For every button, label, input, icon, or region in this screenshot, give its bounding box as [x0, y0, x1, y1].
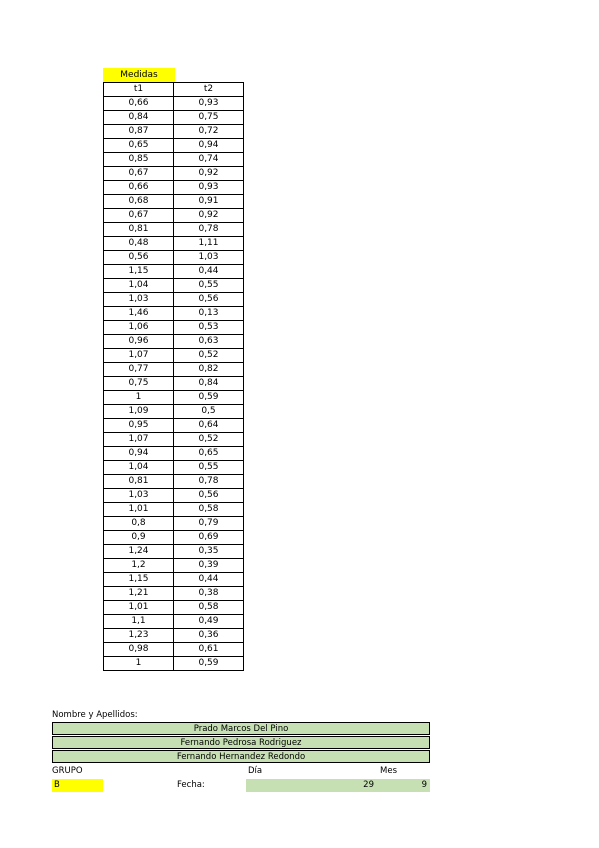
cell-t2: 0,78 — [174, 475, 244, 489]
cell-t1: 1,21 — [104, 587, 174, 601]
table-header-row — [104, 83, 244, 97]
cell-t2: 0,52 — [174, 433, 244, 447]
name-row: Prado Marcos Del Pino — [52, 722, 430, 735]
table-body — [104, 97, 244, 671]
cell-t2: 0,84 — [174, 377, 244, 391]
cell-t1: 0,67 — [104, 167, 174, 181]
column-header-t1: t1 — [104, 83, 174, 97]
table-row — [104, 251, 244, 265]
table-row — [104, 195, 244, 209]
cell-t2: 0,44 — [174, 573, 244, 587]
cell-t2: 1,11 — [174, 237, 244, 251]
cell-t1: 0,85 — [104, 153, 174, 167]
cell-t2: 0,49 — [174, 615, 244, 629]
cell-t2: 0,69 — [174, 531, 244, 545]
table-row — [104, 517, 244, 531]
grupo-value: B — [52, 779, 103, 792]
table-row — [104, 181, 244, 195]
cell-t2: 0,72 — [174, 125, 244, 139]
cell-t1: 0,56 — [104, 251, 174, 265]
cell-t1: 0,75 — [104, 377, 174, 391]
cell-t1: 1,1 — [104, 615, 174, 629]
cell-t1: 1,15 — [104, 265, 174, 279]
cell-t2: 0,92 — [174, 209, 244, 223]
cell-t1: 1,06 — [104, 321, 174, 335]
cell-t2: 0,44 — [174, 265, 244, 279]
cell-t2: 0,52 — [174, 349, 244, 363]
cell-t2: 0,59 — [174, 391, 244, 405]
table-row — [104, 461, 244, 475]
cell-t2: 1,03 — [174, 251, 244, 265]
cell-t2: 0,93 — [174, 181, 244, 195]
names-heading: Nombre y Apellidos: — [52, 710, 138, 720]
cell-t2: 0,38 — [174, 587, 244, 601]
cell-t1: 0,9 — [104, 531, 174, 545]
cell-t2: 0,5 — [174, 405, 244, 419]
table-row — [104, 559, 244, 573]
cell-t1: 1,07 — [104, 433, 174, 447]
table-row — [104, 139, 244, 153]
cell-t2: 0,56 — [174, 293, 244, 307]
table-row — [104, 293, 244, 307]
cell-t1: 0,98 — [104, 643, 174, 657]
cell-t2: 0,92 — [174, 167, 244, 181]
cell-t2: 0,64 — [174, 419, 244, 433]
cell-t2: 0,91 — [174, 195, 244, 209]
table-row — [104, 223, 244, 237]
mes-value: 9 — [421, 780, 427, 790]
table-row — [104, 405, 244, 419]
table-row — [104, 643, 244, 657]
table-row — [104, 573, 244, 587]
cell-t1: 0,66 — [104, 97, 174, 111]
table-row — [104, 265, 244, 279]
table-row — [104, 657, 244, 671]
table-row — [104, 97, 244, 111]
cell-t1: 0,8 — [104, 517, 174, 531]
medidas-label: Medidas — [103, 68, 175, 82]
cell-t1: 0,95 — [104, 419, 174, 433]
cell-t1: 1,46 — [104, 307, 174, 321]
cell-t2: 0,59 — [174, 657, 244, 671]
cell-t1: 0,68 — [104, 195, 174, 209]
fecha-label: Fecha: — [177, 780, 205, 790]
cell-t2: 0,58 — [174, 601, 244, 615]
name-row: Fernando Pedrosa Rodriguez — [52, 736, 430, 749]
table-row — [104, 167, 244, 181]
cell-t2: 0,74 — [174, 153, 244, 167]
cell-t2: 0,13 — [174, 307, 244, 321]
cell-t1: 1,07 — [104, 349, 174, 363]
cell-t1: 0,84 — [104, 111, 174, 125]
cell-t2: 0,93 — [174, 97, 244, 111]
cell-t2: 0,58 — [174, 503, 244, 517]
cell-t2: 0,56 — [174, 489, 244, 503]
cell-t1: 0,94 — [104, 447, 174, 461]
cell-t2: 0,39 — [174, 559, 244, 573]
cell-t2: 0,55 — [174, 279, 244, 293]
name-row: Fernando Hernandez Redondo — [52, 750, 430, 763]
cell-t2: 0,82 — [174, 363, 244, 377]
cell-t2: 0,61 — [174, 643, 244, 657]
table-row — [104, 629, 244, 643]
table-row — [104, 447, 244, 461]
cell-t2: 0,53 — [174, 321, 244, 335]
cell-t2: 0,55 — [174, 461, 244, 475]
cell-t1: 0,81 — [104, 475, 174, 489]
cell-t1: 0,48 — [104, 237, 174, 251]
cell-t1: 0,81 — [104, 223, 174, 237]
cell-t2: 0,36 — [174, 629, 244, 643]
table-row — [104, 349, 244, 363]
mes-label: Mes — [380, 766, 397, 776]
cell-t2: 0,75 — [174, 111, 244, 125]
table-row — [104, 587, 244, 601]
table-row — [104, 615, 244, 629]
table-row — [104, 489, 244, 503]
table-row — [104, 377, 244, 391]
table-row — [104, 503, 244, 517]
cell-t1: 0,66 — [104, 181, 174, 195]
table-row — [104, 545, 244, 559]
table-row — [104, 475, 244, 489]
cell-t1: 0,65 — [104, 139, 174, 153]
cell-t1: 1 — [104, 391, 174, 405]
table-row — [104, 601, 244, 615]
table-row — [104, 125, 244, 139]
cell-t2: 0,35 — [174, 545, 244, 559]
cell-t1: 0,77 — [104, 363, 174, 377]
cell-t1: 1,03 — [104, 489, 174, 503]
cell-t1: 0,67 — [104, 209, 174, 223]
dia-value: 29 — [363, 780, 374, 790]
table-row — [104, 363, 244, 377]
table-row — [104, 111, 244, 125]
cell-t1: 1,09 — [104, 405, 174, 419]
cell-t2: 0,63 — [174, 335, 244, 349]
table-row — [104, 419, 244, 433]
table-row — [104, 391, 244, 405]
cell-t1: 0,96 — [104, 335, 174, 349]
cell-t1: 0,87 — [104, 125, 174, 139]
cell-t1: 1,15 — [104, 573, 174, 587]
table-row — [104, 153, 244, 167]
cell-t1: 1,04 — [104, 279, 174, 293]
cell-t1: 1,03 — [104, 293, 174, 307]
table-row — [104, 209, 244, 223]
cell-t1: 1,01 — [104, 503, 174, 517]
cell-t1: 1,24 — [104, 545, 174, 559]
grupo-label: GRUPO — [52, 766, 83, 776]
cell-t2: 0,79 — [174, 517, 244, 531]
table-row — [104, 531, 244, 545]
cell-t2: 0,65 — [174, 447, 244, 461]
cell-t2: 0,78 — [174, 223, 244, 237]
date-box — [246, 779, 430, 792]
measurements-table — [103, 82, 244, 671]
table-row — [104, 321, 244, 335]
cell-t1: 1,2 — [104, 559, 174, 573]
table-row — [104, 237, 244, 251]
cell-t1: 1 — [104, 657, 174, 671]
table-row — [104, 335, 244, 349]
table-row — [104, 307, 244, 321]
table-row — [104, 279, 244, 293]
cell-t2: 0,94 — [174, 139, 244, 153]
table-row — [104, 433, 244, 447]
cell-t1: 1,23 — [104, 629, 174, 643]
cell-t1: 1,04 — [104, 461, 174, 475]
dia-label: Día — [248, 766, 263, 776]
column-header-t2: t2 — [174, 83, 244, 97]
cell-t1: 1,01 — [104, 601, 174, 615]
